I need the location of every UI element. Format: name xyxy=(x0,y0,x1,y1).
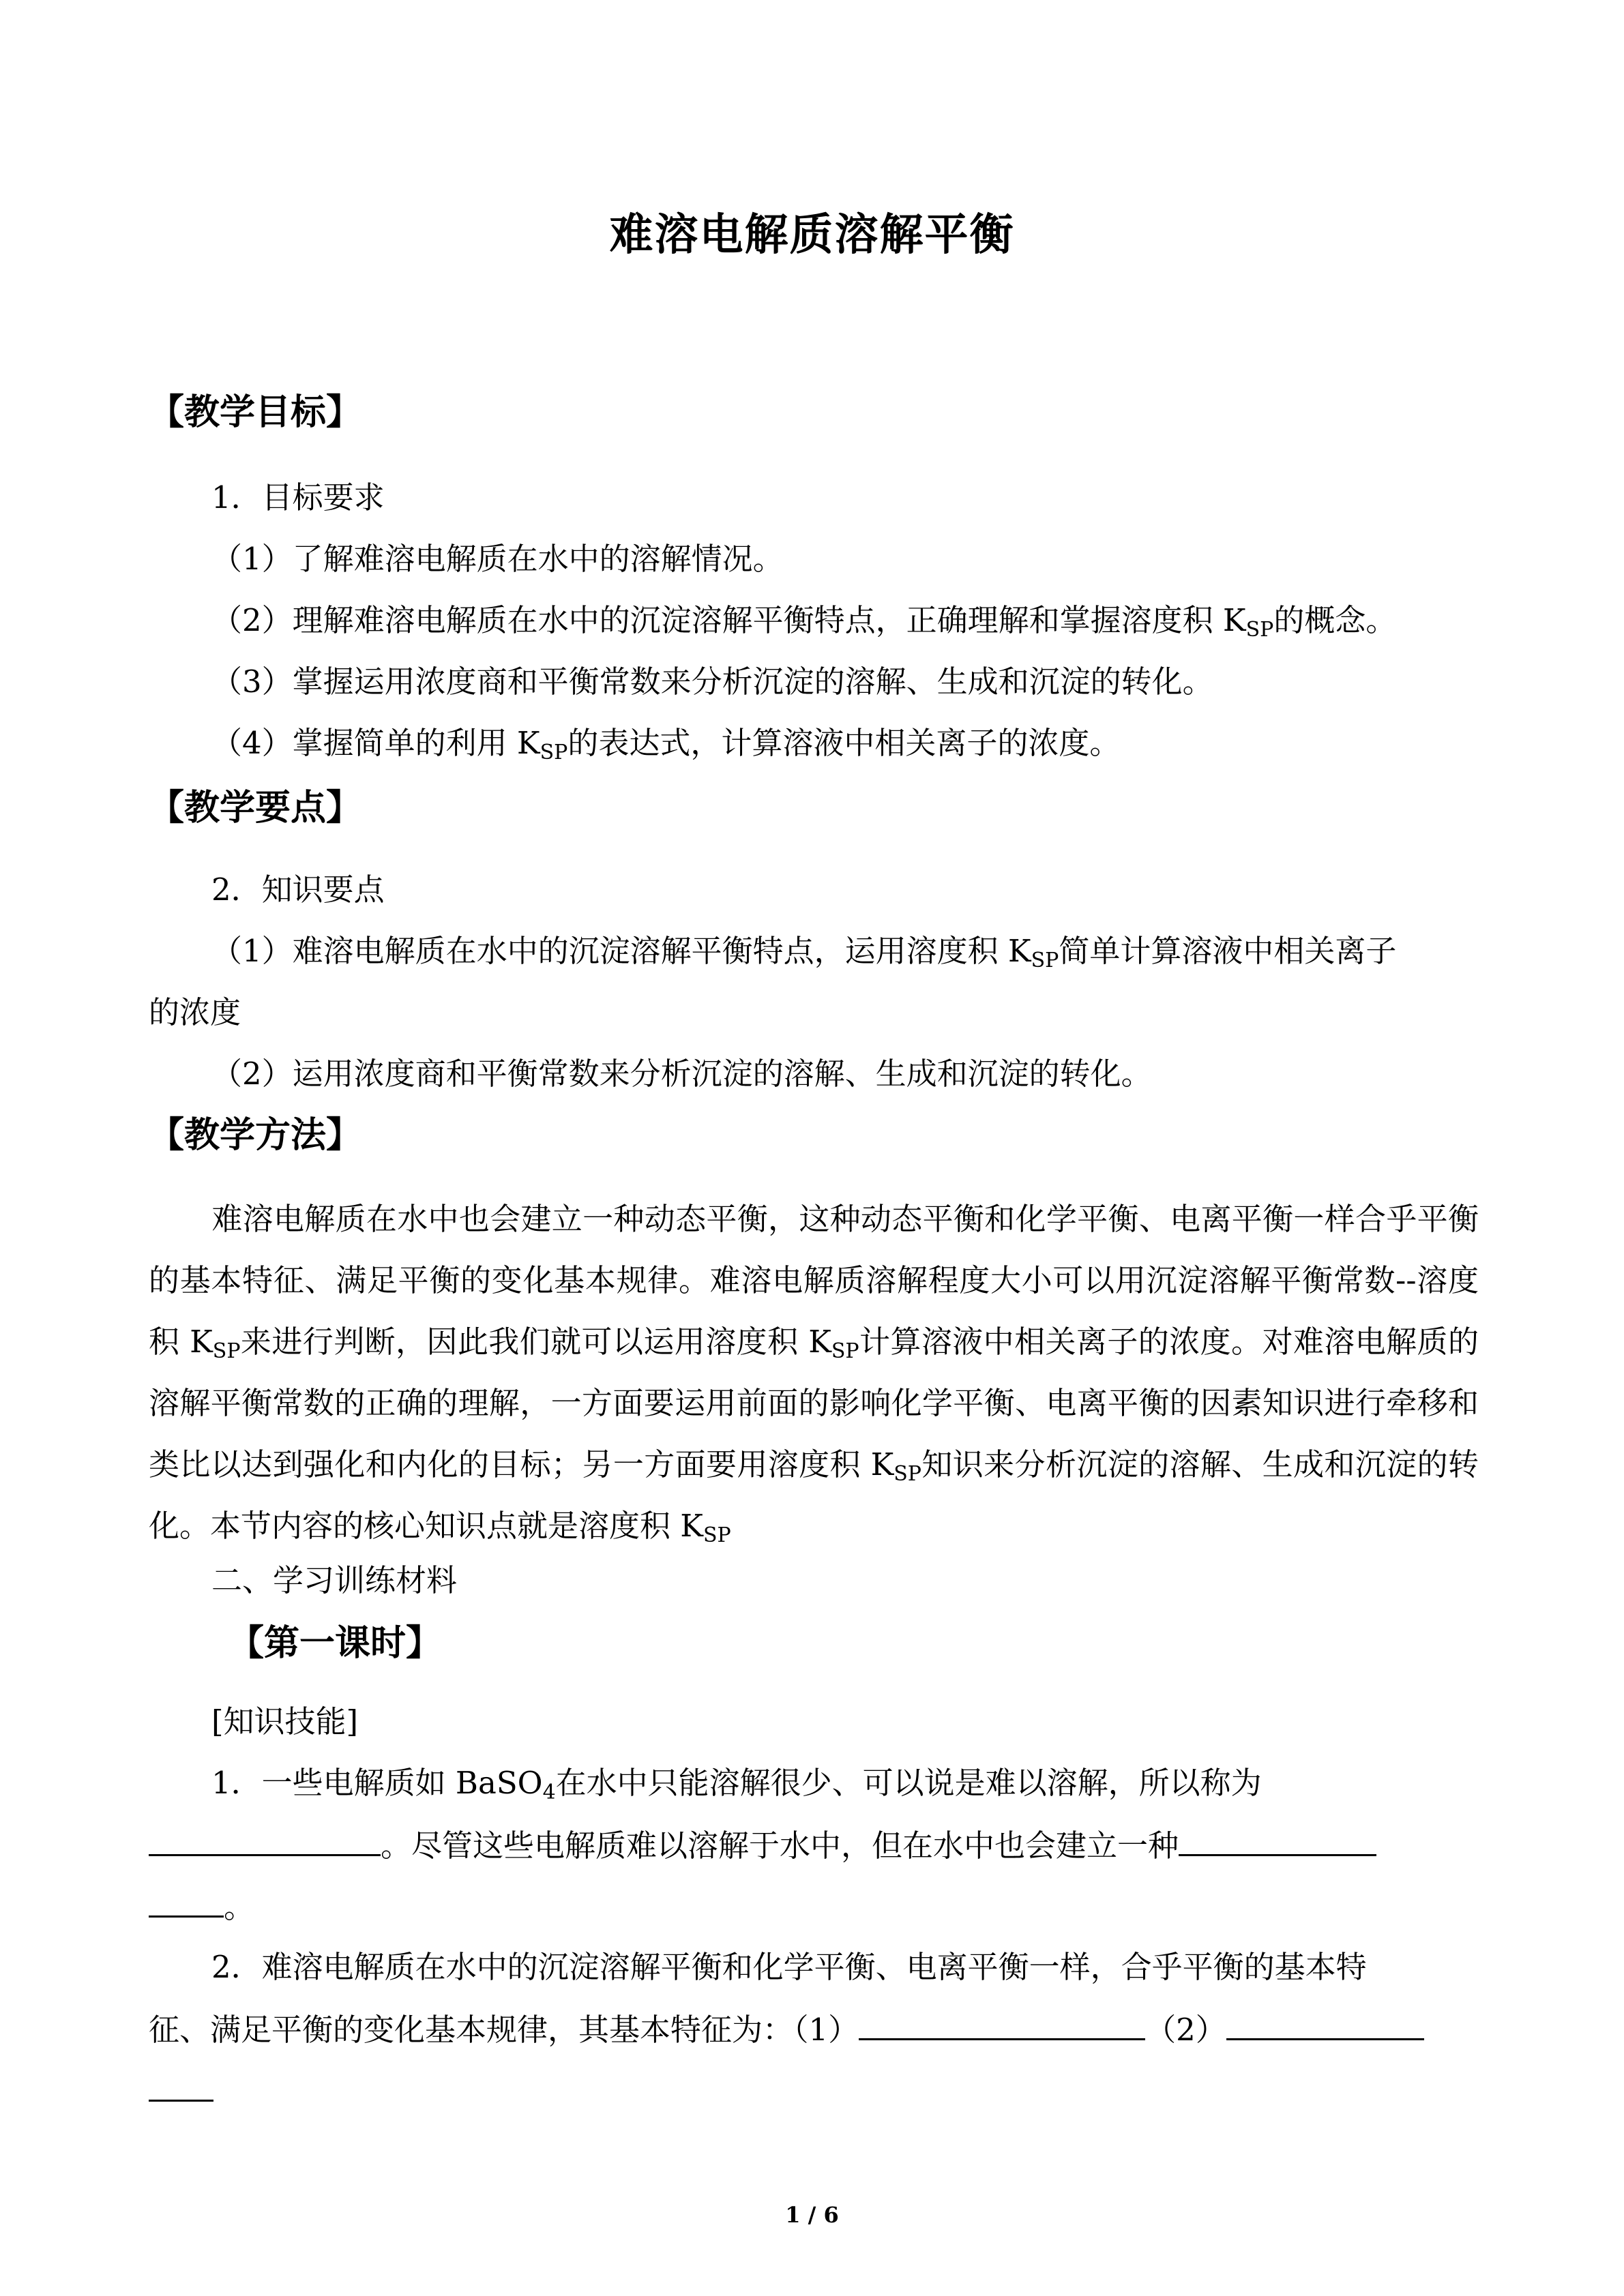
answer-blank-3[interactable] xyxy=(859,2008,1145,2040)
key-point-item-2: （2）运用浓度商和平衡常数来分析沉淀的溶解、生成和沉淀的转化。 xyxy=(211,1056,1152,1092)
answer-blank-4-cont[interactable] xyxy=(149,2070,213,2102)
objective-item-2: （2）理解难溶电解质在水中的沉淀溶解平衡特点，正确理解和掌握溶度积 $K_{SP}$的概念。 xyxy=(211,602,1397,642)
question-1-line-1: 1．一些电解质如 BaSO$_4$在水中只能溶解很少、可以说是难以溶解，所以称为 xyxy=(211,1765,1262,1804)
question-1-line-3: 。 xyxy=(149,1885,254,1928)
question-2-line-2: 征、满足平衡的变化基本规律，其基本特征为：（1） （2） xyxy=(149,2008,1424,2051)
objective-item-3: （3）掌握运用浓度商和平衡常数来分析沉淀的溶解、生成和沉淀的转化。 xyxy=(211,664,1213,700)
methods-paragraph: 难溶电解质在水中也会建立一种动态平衡，这种动态平衡和化学平衡、电离平衡一样合乎平衡的基本特征、满足平衡的变化基本规律。难溶电解质溶解程度大小可以用沉淀溶解平衡常数--溶度积 $K_{SP}$来进行判断，因此我们就可以运用溶度积 $K_{SP}$计算溶液中相关离子的浓度。对难溶电解质的溶解平衡常数的正确的理解，一方面要运用前面的影响化学平衡、电离平衡的因素知识进行牵移和类比以达到强化和内化的目标；另一方面要用溶度积 $K_{SP}$知识来分析沉淀的溶解、生成和沉淀的转化。本节内容的核心知识点就是溶度积 $K_{SP}$ xyxy=(149,1201,1479,1547)
question-2-line-1: 2．难溶电解质在水中的沉淀溶解平衡和化学平衡、电离平衡一样，合乎平衡的基本特 xyxy=(211,1949,1367,1985)
skills-label: [知识技能] xyxy=(211,1703,359,1740)
page-number: 1 / 6 xyxy=(785,2202,839,2228)
answer-blank-2-cont[interactable] xyxy=(149,1885,224,1918)
key-points-label: 2．知识要点 xyxy=(211,871,385,908)
objectives-label: 1．目标要求 xyxy=(211,479,385,516)
objective-item-4: （4）掌握简单的利用 $K_{SP}$的表达式，计算溶液中相关离子的浓度。 xyxy=(211,725,1121,764)
objective-item-1: （1）了解难溶电解质在水中的溶解情况。 xyxy=(211,541,784,577)
document-title: 难溶电解质溶解平衡 xyxy=(609,210,1015,260)
objectives-heading: 【教学目标】 xyxy=(149,392,362,433)
question-2-line-3 xyxy=(149,2070,213,2112)
answer-blank-1[interactable] xyxy=(149,1824,381,1856)
materials-label: 二、学习训练材料 xyxy=(211,1562,458,1598)
key-point-item-1-cont: 的浓度 xyxy=(149,994,241,1030)
question-1-line-2: 。尽管这些电解质难以溶解于水中，但在水中也会建立一种 xyxy=(149,1824,1376,1866)
key-point-item-1: （1）难溶电解质在水中的沉淀溶解平衡特点，运用溶度积 $K_{SP}$简单计算溶液中相关离子 xyxy=(211,933,1397,972)
methods-heading: 【教学方法】 xyxy=(149,1115,362,1156)
answer-blank-4[interactable] xyxy=(1226,2008,1424,2040)
answer-blank-2[interactable] xyxy=(1179,1824,1376,1856)
key-points-heading: 【教学要点】 xyxy=(149,788,362,829)
lesson-heading: 【第一课时】 xyxy=(228,1623,442,1664)
